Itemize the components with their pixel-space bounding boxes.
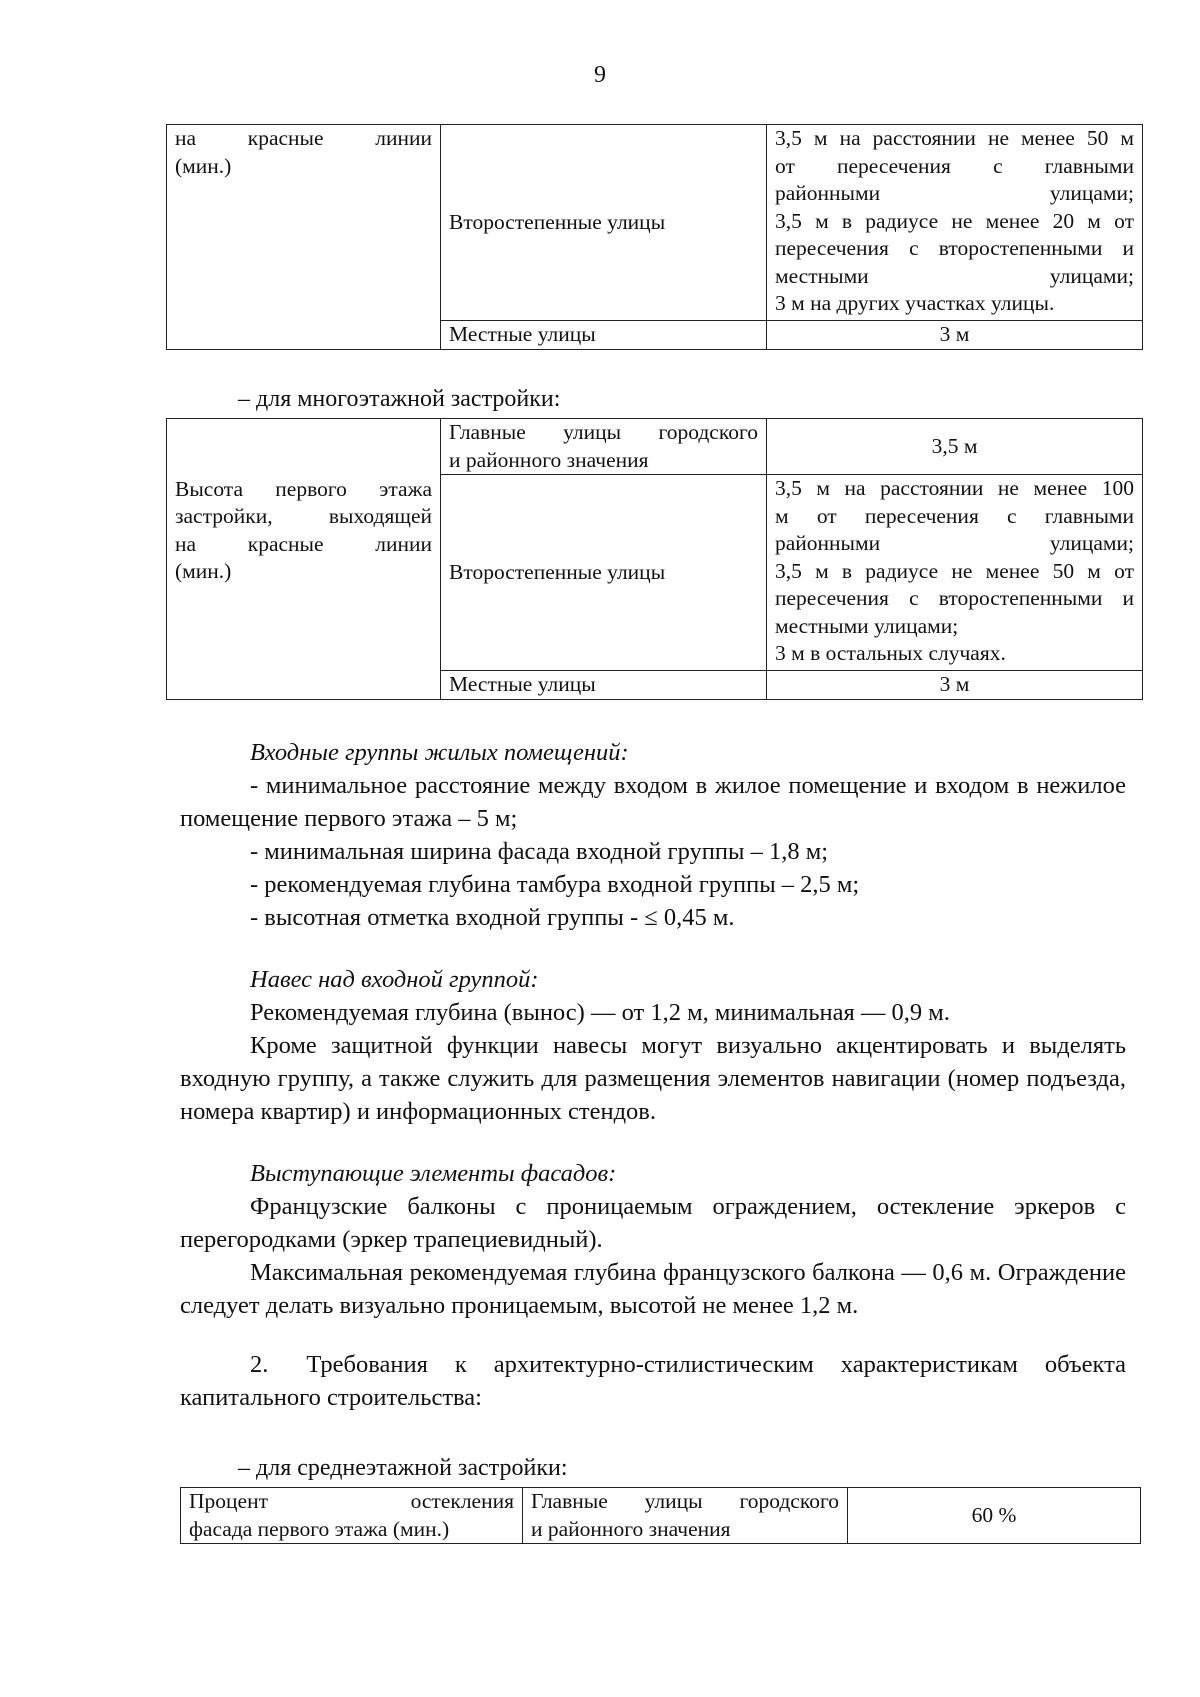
- table1-street-secondary: Второстепенные улицы: [441, 125, 767, 321]
- midrise-lead: – для среднеэтажной застройки:: [238, 1455, 568, 1481]
- table2-value-secondary: 3,5 м на расстоянии не менее 100 м от пересечения с главными районными улицами; 3,5 м в радиусе не менее 50 м от пересечения с второстепенными и местными улицами; 3 м в остальных случаях.: [767, 475, 1143, 671]
- page-number: 9: [594, 62, 606, 88]
- entrance-groups-section: [180, 736, 1126, 934]
- multistory-lead: – для многоэтажной застройки:: [238, 386, 561, 412]
- table2-value-local: 3 м: [767, 671, 1143, 700]
- facade-elements-heading: Выступающие элементы фасадов:: [250, 1160, 617, 1187]
- table3-street-cell: Главные улицы городского и районного значения: [523, 1488, 848, 1544]
- canopy-paragraph: Рекомендуемая глубина (вынос) — от 1,2 м, минимальная — 0,9 м.: [250, 999, 950, 1026]
- table1-parameter-cell: [167, 125, 441, 350]
- entrance-groups-heading: Входные группы жилых помещений:: [250, 739, 629, 766]
- section-2-text: Требования к архитектурно-стилистическим характеристикам объекта капитального строительства:: [180, 1351, 1126, 1411]
- table1-street-local: Местные улицы: [441, 321, 767, 350]
- height-table-multistory: [166, 418, 1143, 700]
- table2-parameter-cell: Высота первого этажа застройки, выходящей на красные линии (мин.): [167, 419, 441, 700]
- facade-elements-section: [180, 1157, 1126, 1322]
- table1-value-local: 3 м: [767, 321, 1143, 350]
- canopy-heading: Навес над входной группой:: [250, 966, 539, 993]
- glazing-table: [180, 1487, 1141, 1544]
- entrance-item: - высотная отметка входной группы - ≤ 0,45 м.: [250, 904, 735, 931]
- entrance-item: - минимальное расстояние между входом в жилое помещение и входом в нежилое помещение первого этажа – 5 м;: [180, 772, 1126, 832]
- table2-value-main: 3,5 м: [767, 419, 1143, 475]
- facade-paragraph: Французские балконы с проницаемым ограждением, остекление эркеров с перегородками (эркер трапециевидный).: [180, 1193, 1126, 1253]
- section-2: [180, 1348, 1126, 1414]
- entrance-item: - рекомендуемая глубина тамбура входной группы – 2,5 м;: [250, 871, 860, 898]
- table3-parameter-cell: Процент остекления фасада первого этажа (мин.): [181, 1488, 523, 1544]
- table1-value-secondary: 3,5 м на расстоянии не менее 50 м от пересечения с главными районными улицами; 3,5 м в радиусе не менее 20 м от пересечения с второстепенными и местными улицами; 3 м на других участках улицы.: [767, 125, 1143, 321]
- entrance-item: - минимальная ширина фасада входной группы – 1,8 м;: [250, 838, 828, 865]
- canopy-paragraph: Кроме защитной функции навесы могут визуально акцентировать и выделять входную группу, а также служить для размещения элементов навигации (номер подъезда, номера квартир) и информационных стендов.: [180, 1032, 1126, 1125]
- canopy-section: [180, 963, 1126, 1128]
- facade-paragraph: Максимальная рекомендуемая глубина французского балкона — 0,6 м. Ограждение следует делать визуально проницаемым, высотой не менее 1,2 м.: [180, 1259, 1126, 1319]
- table2-street-local: Местные улицы: [441, 671, 767, 700]
- height-table-continued: [166, 124, 1143, 350]
- table2-street-main: Главные улицы городского и районного значения: [441, 419, 767, 475]
- table1-parameter-line: (мин.): [175, 153, 232, 178]
- section-2-paragraph: [180, 1348, 1126, 1414]
- table1-parameter-line: на красные линии: [175, 126, 432, 150]
- section-2-number: 2.: [250, 1351, 269, 1378]
- table2-street-secondary: Второстепенные улицы: [441, 475, 767, 671]
- table3-value-cell: 60 %: [848, 1488, 1141, 1544]
